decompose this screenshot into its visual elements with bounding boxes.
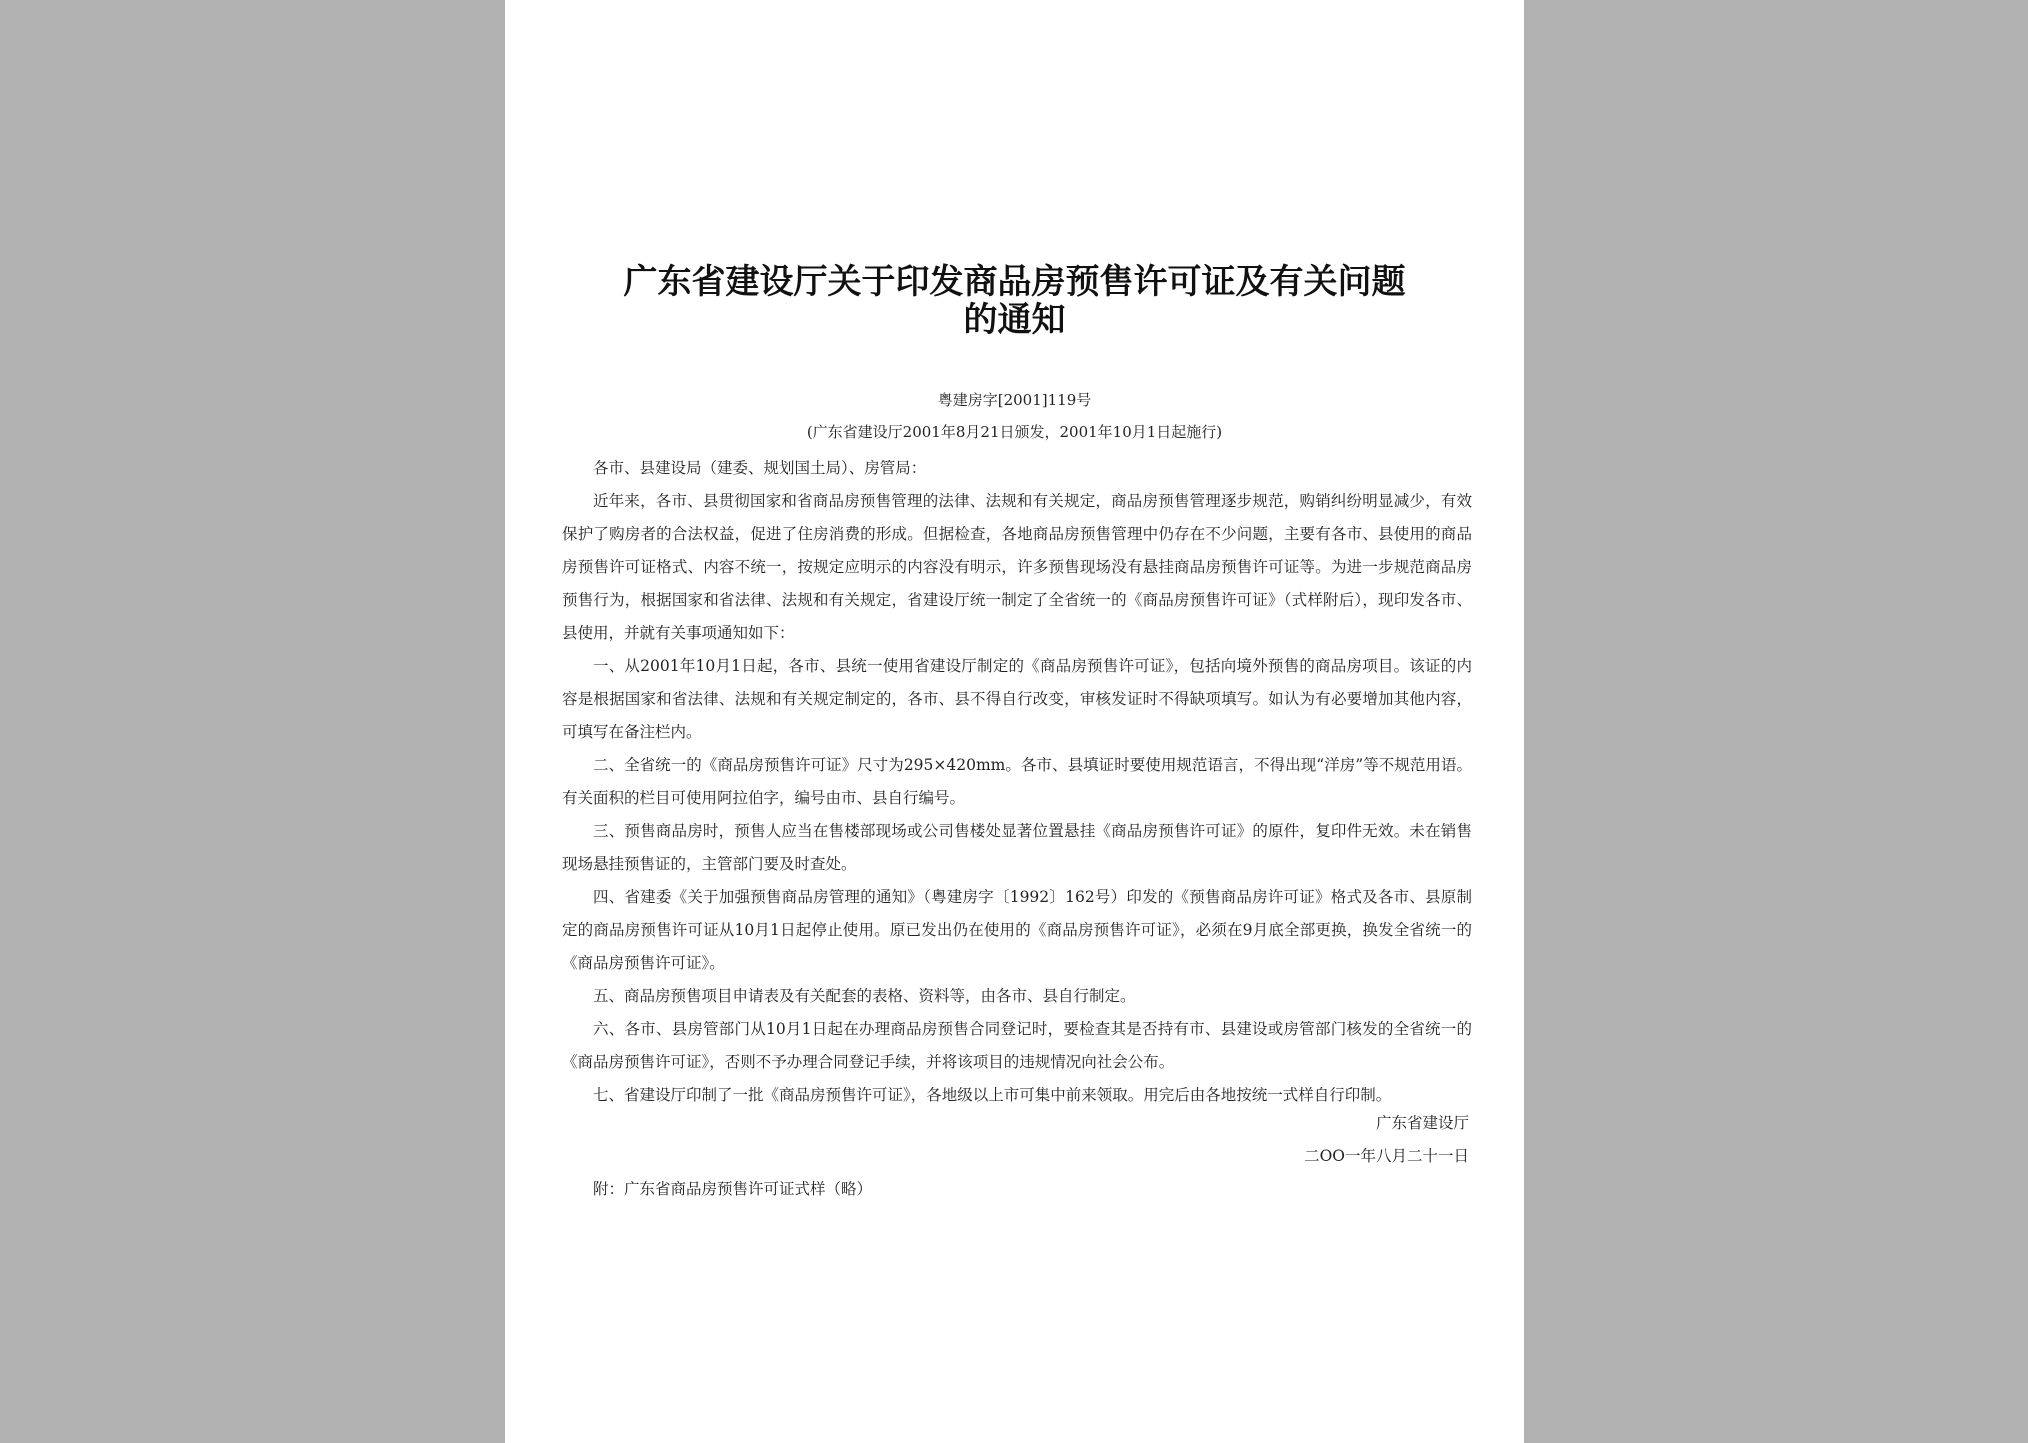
paragraph-item-3: 三、预售商品房时，预售人应当在售楼部现场或公司售楼处显著位置悬挂《商品房预售许可证》的原件，复印件无效。未在销售现场悬挂预售证的，主管部门要及时查处。 (562, 822, 1472, 873)
paragraph-intro: 近年来，各市、县贯彻国家和省商品房预售管理的法律、法规和有关规定，商品房预售管理逐步规范，购销纠纷明显减少，有效保护了购房者的合法权益，促进了住房消费的形成。但据检查，各地商品房预售管理中仍存在不少问题，主要有各市、县使用的商品房预售许可证格式、内容不统一，按规定应明示的内容没有明示，许多预售现场没有悬挂商品房预售许可证等。为进一步规范商品房预售行为，根据国家和省法律、法规和有关规定，省建设厅统一制定了全省统一的《商品房预售许可证》（式样附后），现印发各市、县使用，并就有关事项通知如下： (562, 492, 1472, 642)
paragraph-item-7: 七、省建设厅印制了一批《商品房预售许可证》，各地级以上市可集中前来领取。用完后由各地按统一式样自行印制。 (593, 1086, 1392, 1104)
document-number: 粤建房字[2001]119号 (937, 391, 1092, 409)
paragraph-item-1: 一、从2001年10月1日起，各市、县统一使用省建设厅制定的《商品房预售许可证》，包括向境外预售的商品房项目。该证的内容是根据国家和省法律、法规和有关规定制定的，各市、县不得自行改变，审核发证时不得缺项填写。如认为有必要增加其他内容，可填写在备注栏内。 (562, 657, 1472, 741)
signature-organization: 广东省建设厅 (1375, 1114, 1469, 1132)
issued-note: (广东省建设厅2001年8月21日颁发，2001年10月1日起施行) (806, 423, 1223, 441)
paragraph-item-5: 五、商品房预售项目申请表及有关配套的表格、资料等，由各市、县自行制定。 (593, 987, 1136, 1005)
salutation: 各市、县建设局（建委、规划国土局）、房管局： (593, 459, 927, 477)
paragraph-item-6: 六、各市、县房管部门从10月1日起在办理商品房预售合同登记时，要检查其是否持有市、县建设或房管部门核发的全省统一的《商品房预售许可证》，否则不予办理合同登记手续，并将该项目的违规情况向社会公布。 (562, 1020, 1472, 1071)
document-title (505, 263, 1524, 339)
document-body (562, 452, 1472, 1112)
signature-date: 二OO一年八月二十一日 (1304, 1147, 1469, 1165)
paragraph-item-4: 四、省建委《关于加强预售商品房管理的通知》（粤建房字〔1992〕162号）印发的《预售商品房许可证》格式及各市、县原制定的商品房预售许可证从10月1日起停止使用。原已发出仍在使用的《商品房预售许可证》，必须在9月底全部更换，换发全省统一的《商品房预售许可证》。 (562, 888, 1472, 972)
title-line-2: 的通知 (963, 300, 1066, 340)
title-line-1: 广东省建设厅关于印发商品房预售许可证及有关问题 (623, 262, 1406, 302)
attachment-note: 附：广东省商品房预售许可证式样（略） (593, 1180, 873, 1198)
document-page (505, 0, 1524, 1443)
paragraph-item-2: 二、全省统一的《商品房预售许可证》尺寸为295×420mm。各市、县填证时要使用规范语言，不得出现“洋房”等不规范用语。有关面积的栏目可使用阿拉伯字，编号由市、县自行编号。 (562, 756, 1472, 807)
